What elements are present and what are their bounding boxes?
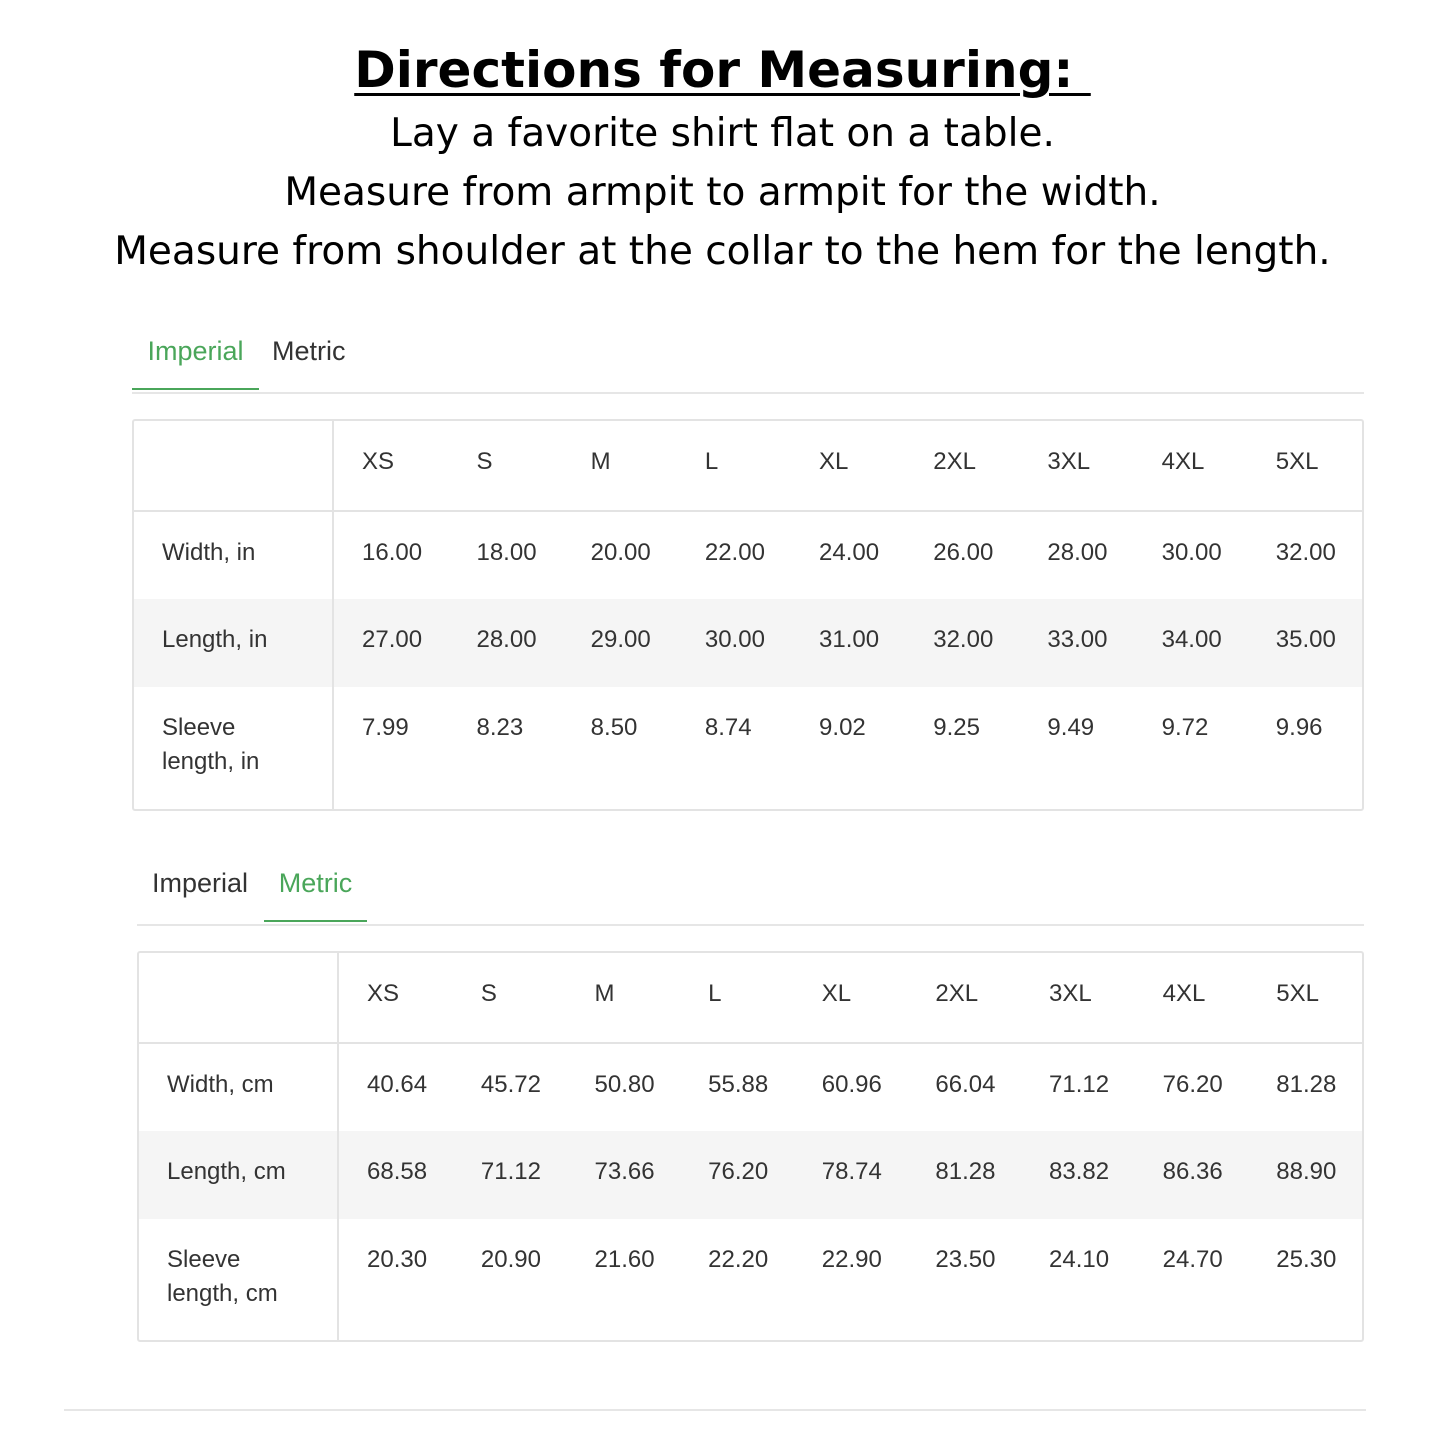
imperial-size-table: [132, 419, 1364, 811]
table-cell: 9.25: [933, 714, 980, 741]
size-header: S: [448, 421, 562, 511]
table-cell: 23.50: [935, 1246, 996, 1273]
page-title: Directions for Measuring:: [354, 41, 1091, 99]
table-cell: 71.12: [453, 1131, 567, 1219]
table-cell: 9.49: [1047, 714, 1095, 741]
size-header: 3XL: [1021, 953, 1135, 1043]
size-header: 2XL: [905, 421, 1019, 511]
direction-line-2: Measure from armpit to armpit for the width.: [284, 170, 1161, 215]
table-cell: 33.00: [1019, 599, 1133, 687]
table-cell: 24.00: [819, 539, 880, 566]
table-cell: 60.96: [821, 1071, 882, 1098]
row-label: Sleeve length, cm: [139, 1219, 338, 1342]
corner-cell: [139, 953, 338, 1043]
table-cell: 86.36: [1135, 1131, 1249, 1219]
size-header: M: [567, 953, 681, 1043]
tab-metric-label: Metric: [272, 336, 346, 366]
divider: [64, 1409, 1366, 1411]
table-cell: 76.20: [680, 1131, 794, 1219]
table-cell: 71.12: [1049, 1071, 1110, 1098]
table-cell: 28.00: [448, 599, 562, 687]
corner-cell: [134, 421, 333, 511]
size-header: 5XL: [1248, 953, 1362, 1043]
tab-metric[interactable]: [272, 334, 346, 390]
table-cell: 24.70: [1162, 1246, 1223, 1273]
table-cell: 29.00: [563, 599, 677, 687]
tab-imperial-label: Imperial: [147, 336, 244, 366]
size-header: 5XL: [1248, 421, 1362, 511]
table-cell: 21.60: [594, 1246, 655, 1273]
table-row: [139, 1219, 1362, 1342]
size-header: L: [677, 421, 791, 511]
table-cell: 9.02: [819, 714, 866, 741]
table-cell: 28.00: [1047, 539, 1108, 566]
table-cell: 22.20: [708, 1246, 769, 1273]
table-cell: 45.72: [480, 1071, 541, 1098]
table-cell: 50.80: [594, 1071, 655, 1098]
row-label: Length, in: [134, 599, 333, 687]
table-cell: 20.00: [590, 539, 651, 566]
table-cell: 8.74: [704, 714, 752, 741]
table-cell: 22.00: [704, 539, 765, 566]
row-label: Width, cm: [139, 1043, 338, 1131]
size-header: XS: [338, 953, 453, 1043]
table-row: [134, 599, 1362, 687]
tab-imperial[interactable]: [132, 334, 259, 390]
size-header: 3XL: [1019, 421, 1133, 511]
size-header: 4XL: [1135, 953, 1249, 1043]
size-header-row: [134, 421, 1362, 511]
row-label: Sleeve length, in: [134, 687, 333, 810]
table-cell: 40.64: [367, 1071, 428, 1098]
table-cell: 26.00: [933, 539, 994, 566]
row-label: Length, cm: [139, 1131, 338, 1219]
table-cell: 34.00: [1134, 599, 1248, 687]
size-header: 4XL: [1134, 421, 1248, 511]
metric-table: [139, 953, 1362, 1342]
table-cell: 32.00: [1275, 539, 1336, 566]
size-header-row: [139, 953, 1362, 1043]
unit-tabs-metric: [137, 854, 1364, 926]
table-cell: 25.30: [1276, 1246, 1337, 1273]
size-header: 2XL: [907, 953, 1021, 1043]
imperial-table: [134, 421, 1362, 810]
table-cell: 8.50: [590, 714, 638, 741]
size-header: XL: [794, 953, 908, 1043]
table-cell: 7.99: [362, 714, 409, 741]
table-cell: 16.00: [362, 539, 423, 566]
direction-line-1: Lay a favorite shirt flat on a table.: [390, 111, 1055, 156]
direction-line-3: Measure from shoulder at the collar to the hem for the length.: [114, 229, 1331, 274]
table-cell: 68.58: [338, 1131, 453, 1219]
table-cell: 9.96: [1275, 714, 1323, 741]
table-cell: 32.00: [905, 599, 1019, 687]
table-row: [139, 1043, 1362, 1131]
tab-metric[interactable]: [264, 866, 367, 922]
table-cell: 22.90: [821, 1246, 882, 1273]
table-cell: 9.72: [1161, 714, 1209, 741]
table-cell: 8.23: [476, 714, 524, 741]
metric-size-table: [137, 951, 1364, 1342]
table-cell: 30.00: [1161, 539, 1222, 566]
metric-section: [137, 854, 1364, 926]
active-tab-indicator: [264, 920, 367, 922]
table-row: [134, 687, 1362, 810]
table-cell: 35.00: [1248, 599, 1362, 687]
row-label: Width, in: [134, 511, 333, 599]
table-row: [134, 511, 1362, 599]
table-cell: 27.00: [333, 599, 448, 687]
tab-imperial[interactable]: [152, 866, 248, 922]
unit-tabs-imperial: [132, 322, 1364, 394]
table-cell: 88.90: [1248, 1131, 1362, 1219]
table-cell: 30.00: [677, 599, 791, 687]
tab-imperial-label: Imperial: [152, 868, 249, 898]
size-header: M: [563, 421, 677, 511]
table-cell: 31.00: [791, 599, 905, 687]
directions-header: [0, 36, 1445, 281]
size-header: XS: [333, 421, 448, 511]
table-row: [139, 1131, 1362, 1219]
table-cell: 18.00: [476, 539, 537, 566]
table-cell: 76.20: [1162, 1071, 1223, 1098]
size-header: S: [453, 953, 567, 1043]
table-cell: 81.28: [1276, 1071, 1337, 1098]
table-cell: 78.74: [794, 1131, 908, 1219]
imperial-section: [132, 322, 1364, 394]
table-cell: 66.04: [935, 1071, 996, 1098]
size-header: L: [680, 953, 794, 1043]
size-header: XL: [791, 421, 905, 511]
table-cell: 55.88: [708, 1071, 769, 1098]
table-cell: 20.30: [367, 1246, 428, 1273]
table-cell: 73.66: [567, 1131, 681, 1219]
table-cell: 81.28: [907, 1131, 1021, 1219]
table-cell: 83.82: [1021, 1131, 1135, 1219]
table-cell: 24.10: [1049, 1246, 1110, 1273]
table-cell: 20.90: [480, 1246, 541, 1273]
active-tab-indicator: [132, 388, 259, 390]
tab-metric-label: Metric: [278, 868, 353, 898]
